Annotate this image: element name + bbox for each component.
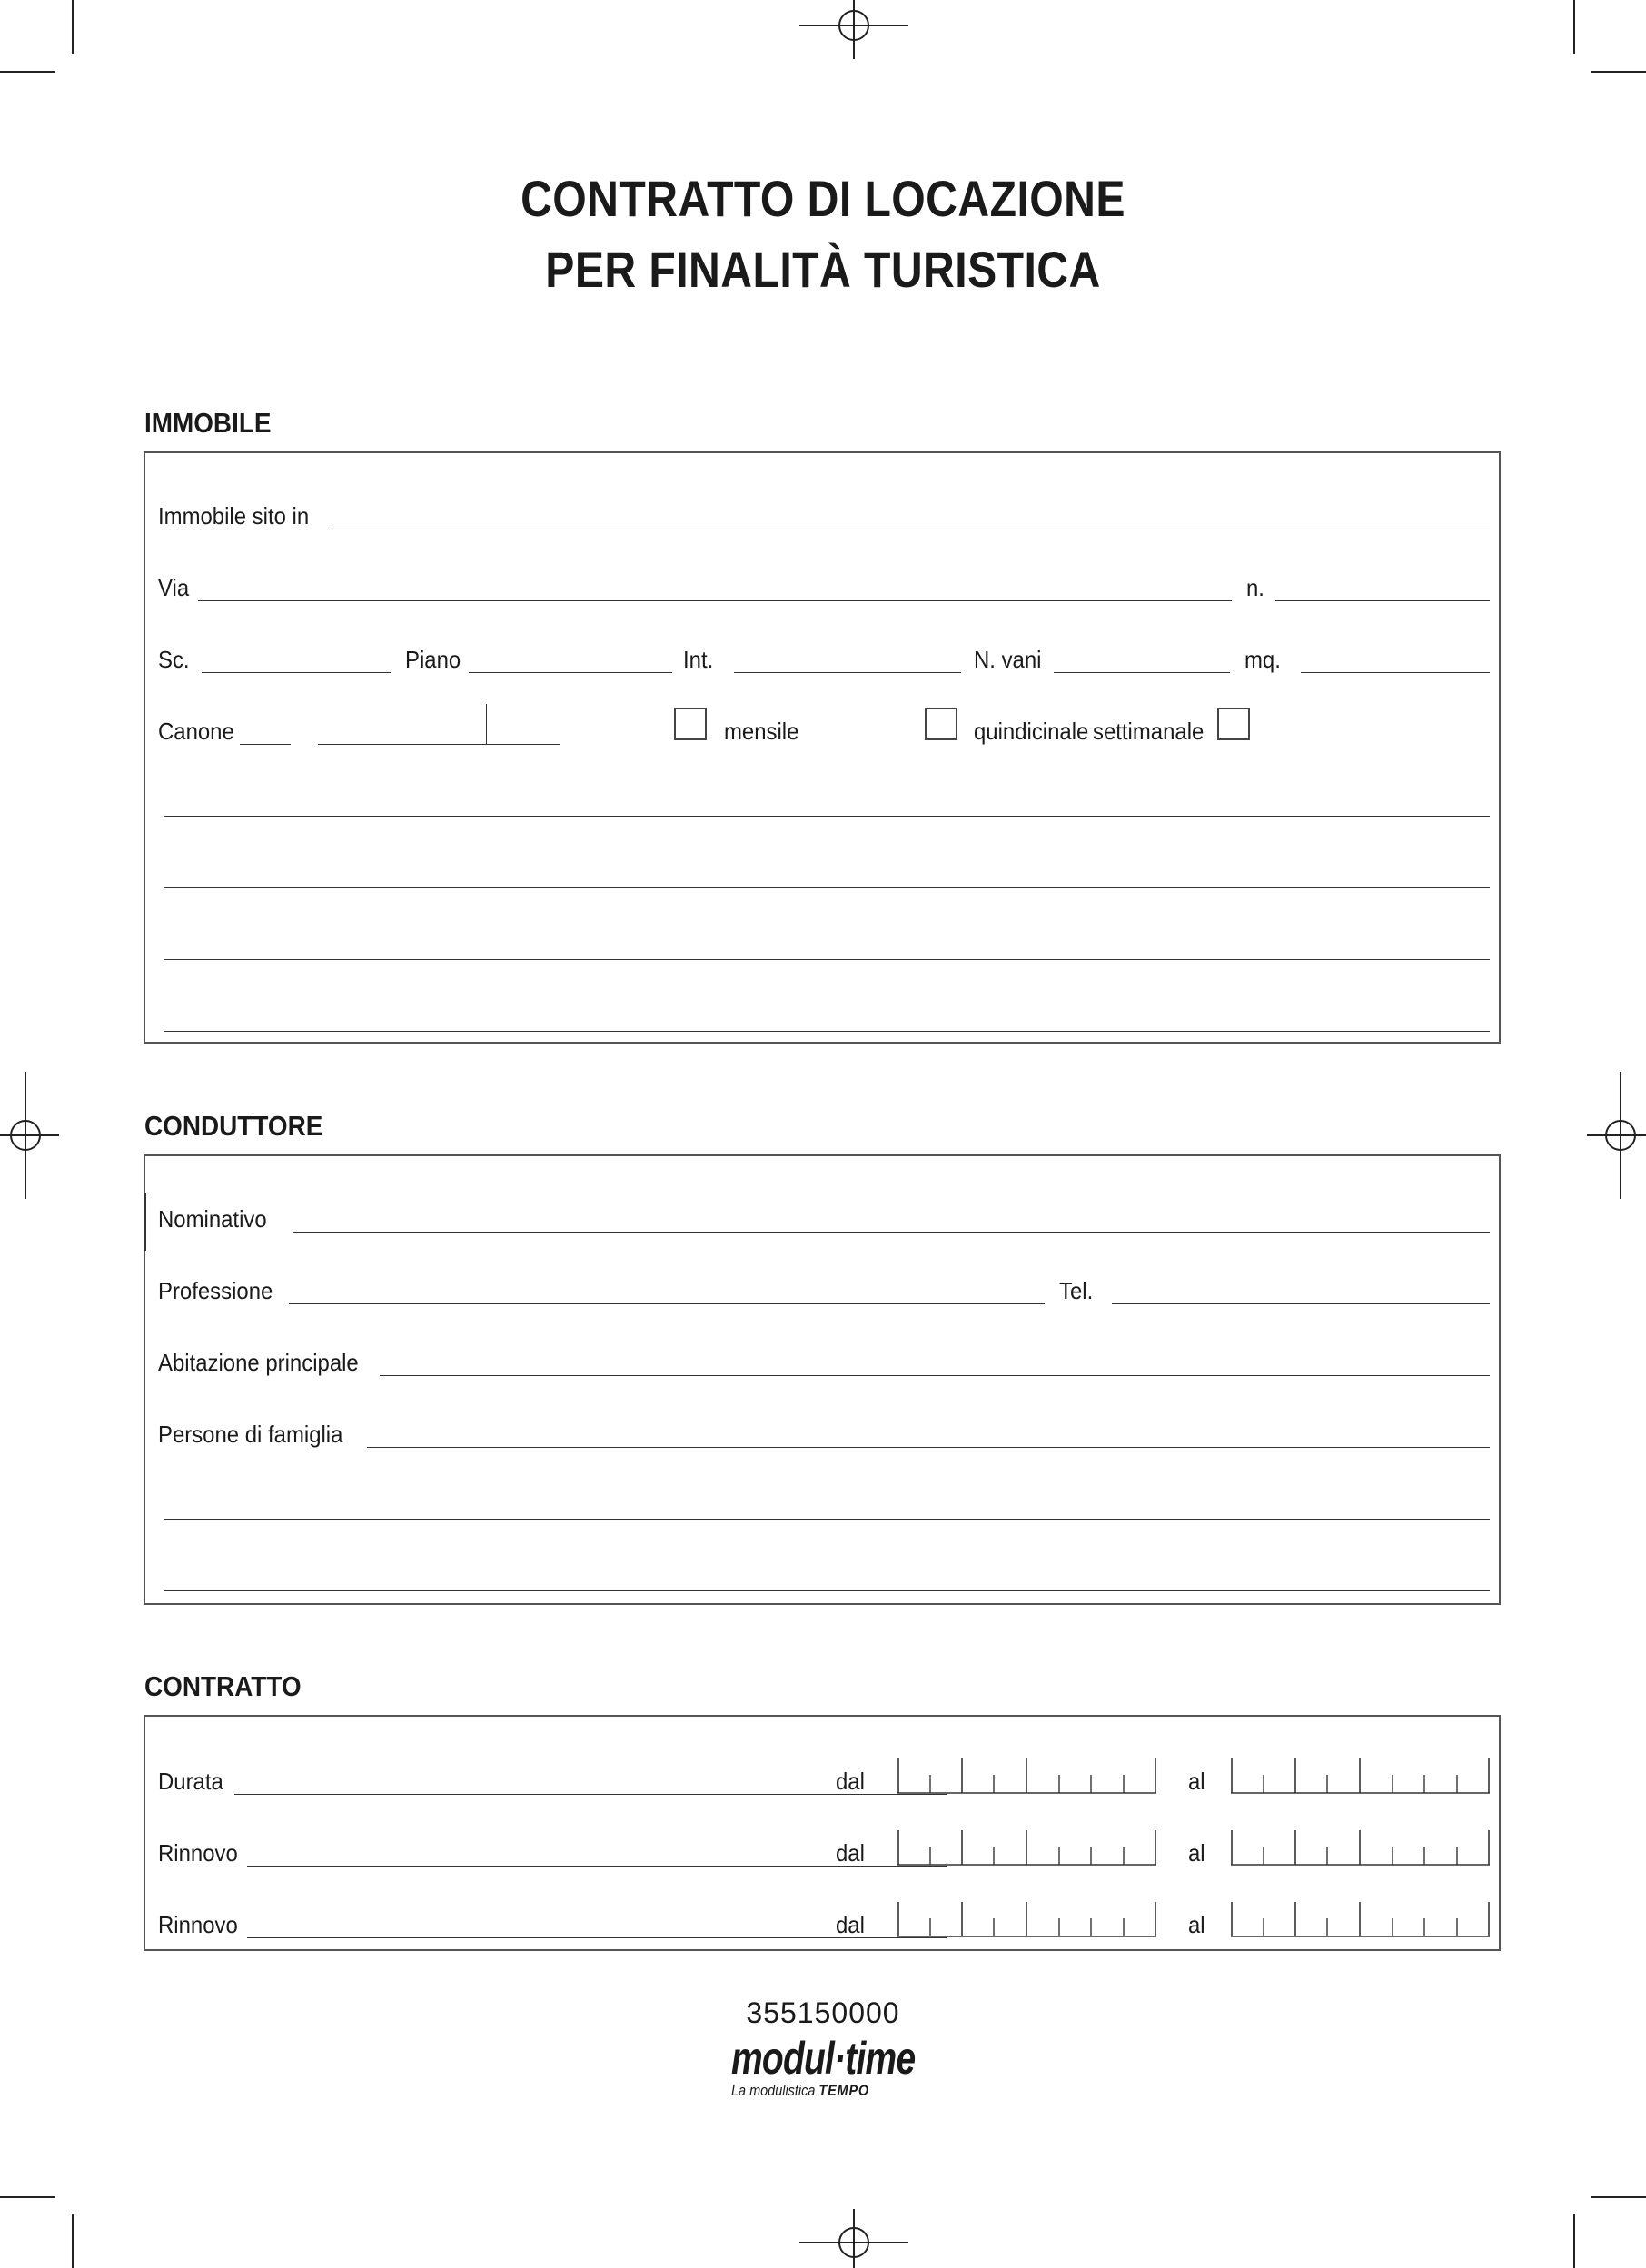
quindicinale-label: quindicinale <box>974 718 1089 745</box>
box-edge-mark <box>144 1193 146 1251</box>
abitazione-label: Abitazione principale <box>158 1349 359 1376</box>
dal-label: dal <box>836 1768 865 1795</box>
canone-currency-field[interactable] <box>240 744 291 745</box>
section-heading-immobile: IMMOBILE <box>144 407 272 439</box>
contratto-box <box>144 1715 1501 1951</box>
rinnovo-label: Rinnovo <box>158 1911 238 1938</box>
title-line-2: PER FINALITÀ TURISTICA <box>545 241 1101 298</box>
date-from-field[interactable] <box>897 1902 1156 1938</box>
section-heading-conduttore: CONDUTTORE <box>144 1110 323 1142</box>
mq-field[interactable] <box>1301 672 1490 673</box>
logo-tagline-brand: TEMPO <box>818 2082 870 2099</box>
professione-field[interactable] <box>289 1303 1045 1304</box>
date-from-field[interactable] <box>897 1830 1156 1867</box>
immobile-box <box>144 451 1501 1044</box>
professione-label: Professione <box>158 1277 273 1304</box>
section-heading-contratto: CONTRATTO <box>144 1670 302 1702</box>
registration-mark-top <box>799 0 908 59</box>
mensile-checkbox[interactable] <box>674 708 707 740</box>
modul-time-logo <box>731 2033 916 2100</box>
form-code: 355150000 <box>746 1996 900 2029</box>
registration-mark-left <box>0 1072 59 1199</box>
date-from-field[interactable] <box>897 1758 1156 1795</box>
scala-field[interactable] <box>202 672 391 673</box>
nominativo-label: Nominativo <box>158 1205 267 1233</box>
description-line[interactable] <box>164 1031 1490 1032</box>
description-line[interactable] <box>164 816 1490 817</box>
durata-label: Durata <box>158 1768 223 1795</box>
via-field[interactable] <box>198 600 1232 601</box>
quindicinale-checkbox[interactable] <box>925 708 957 740</box>
immobile-sito-label: Immobile sito in <box>158 502 310 530</box>
document-title <box>115 163 1531 305</box>
nominativo-field[interactable] <box>293 1232 1490 1233</box>
mensile-label: mensile <box>724 718 799 745</box>
famiglia-extra-line[interactable] <box>164 1519 1490 1520</box>
al-label: al <box>1188 1768 1205 1795</box>
rinnovo-label: Rinnovo <box>158 1839 238 1867</box>
canone-amount-field[interactable] <box>318 744 560 745</box>
logo-tagline-prefix: La modulistica <box>731 2082 816 2099</box>
scala-label: Sc. <box>158 646 190 673</box>
registration-mark-bottom <box>799 2209 908 2268</box>
title-line-1: CONTRATTO DI LOCAZIONE <box>521 170 1125 227</box>
logo-wordmark: modul·time <box>731 2033 916 2084</box>
dal-label: dal <box>836 1839 865 1867</box>
al-label: al <box>1188 1911 1205 1938</box>
famiglia-label: Persone di famiglia <box>158 1421 343 1448</box>
settimanale-checkbox[interactable] <box>1217 708 1250 740</box>
settimanale-label: settimanale <box>1093 718 1205 745</box>
date-to-field[interactable] <box>1231 1830 1490 1867</box>
via-label: Via <box>158 574 190 601</box>
interno-field[interactable] <box>734 672 961 673</box>
famiglia-field[interactable] <box>367 1447 1490 1448</box>
canone-decimal-divider <box>486 704 487 744</box>
canone-label: Canone <box>158 718 234 745</box>
numero-label: n. <box>1246 574 1264 601</box>
piano-label: Piano <box>405 646 461 673</box>
conduttore-box <box>144 1154 1501 1605</box>
numero-field[interactable] <box>1275 600 1490 601</box>
vani-field[interactable] <box>1054 672 1230 673</box>
description-line[interactable] <box>164 959 1490 960</box>
date-to-field[interactable] <box>1231 1758 1490 1795</box>
al-label: al <box>1188 1839 1205 1867</box>
interno-label: Int. <box>683 646 714 673</box>
abitazione-field[interactable] <box>380 1375 1490 1376</box>
dal-label: dal <box>836 1911 865 1938</box>
mq-label: mq. <box>1244 646 1281 673</box>
tel-field[interactable] <box>1112 1303 1490 1304</box>
piano-field[interactable] <box>469 672 672 673</box>
date-to-field[interactable] <box>1231 1902 1490 1938</box>
description-line[interactable] <box>164 887 1490 888</box>
tel-label: Tel. <box>1059 1277 1094 1304</box>
vani-label: N. vani <box>974 646 1042 673</box>
logo-tagline <box>731 2082 886 2100</box>
registration-mark-right <box>1587 1072 1646 1199</box>
famiglia-extra-line[interactable] <box>164 1590 1490 1591</box>
